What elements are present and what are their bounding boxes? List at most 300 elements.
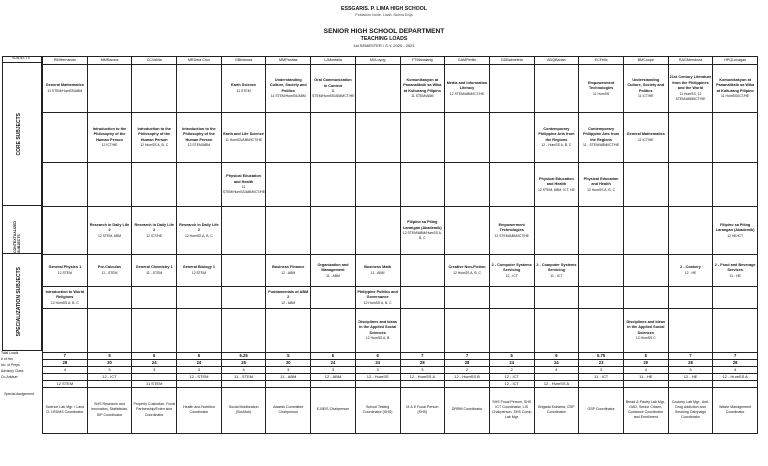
- teacher-name: BMCoope: [623, 57, 668, 65]
- subject-title: Physical Education and Health: [583, 176, 619, 187]
- advisory-value: 11 - HE: [623, 373, 668, 380]
- load-cell: [668, 65, 713, 113]
- teacher-name: RMHernando: [43, 57, 88, 65]
- total-loads-value: 7: [43, 353, 88, 360]
- load-cell: [266, 65, 311, 113]
- subject-title: Research in Daily Life 2: [179, 222, 219, 233]
- subjects-header: SUBJECTS: [12, 56, 30, 60]
- subject-sections: 11 STEM/HumSS/ABM: [47, 88, 83, 93]
- teacher-name: MVLoyog: [355, 57, 400, 65]
- subject-title: Business Math: [364, 265, 392, 270]
- load-cell: [311, 309, 356, 353]
- subject-sections: 11 HumSS/ABM/ICT/HE: [225, 137, 262, 142]
- load-cell: [221, 113, 266, 163]
- subject-sections: 12 STEM/ABM/ICT/HE: [494, 233, 529, 238]
- label-special-assignment: Special Assignment: [4, 392, 34, 396]
- subject-sections: 11 - HE: [729, 273, 741, 278]
- subject-title: Media and Information Literacy: [446, 80, 488, 91]
- load-cell: [713, 287, 758, 309]
- load-cell: [579, 163, 624, 207]
- load-cell: [579, 255, 624, 287]
- co-adviser-value: [355, 380, 400, 387]
- subject-title: 2 - Cookery: [680, 265, 701, 270]
- teacher-header-row: [43, 57, 758, 65]
- subject-title: Introduction to the Philosophy of the Human Person: [92, 126, 127, 142]
- hours-value: 28: [43, 360, 88, 367]
- preps-value: 3: [132, 367, 177, 374]
- load-cell: [266, 287, 311, 309]
- load-cell: [177, 207, 222, 255]
- subject-sections: 11 - ABM: [326, 273, 340, 278]
- preps-value: 3: [266, 367, 311, 374]
- load-cell: [534, 65, 579, 113]
- spec2-row: [43, 287, 758, 309]
- hours-value: 24: [177, 360, 222, 367]
- advisory-value: [43, 373, 88, 380]
- total-loads-value: 7: [668, 353, 713, 360]
- co-adviser-value: [713, 380, 758, 387]
- subject-sections: 11 STEM/HumSS/ABM: [270, 94, 306, 99]
- load-cell: [579, 309, 624, 353]
- section-divider: [2, 253, 42, 254]
- subject-title: Business Finance: [272, 265, 305, 270]
- teacher-name: CCVelilla: [132, 57, 177, 65]
- advisory-value: 12 - ICT: [87, 373, 132, 380]
- hours-value: 24: [534, 360, 579, 367]
- load-cell: [266, 113, 311, 163]
- load-cell: [132, 255, 177, 287]
- subject-title: Understanding Culture, Society and Politics: [627, 77, 665, 93]
- department-title: SENIOR HIGH SCHOOL DEPARTMENT: [323, 28, 445, 35]
- preps-row: [43, 367, 758, 374]
- load-cell: [43, 163, 88, 207]
- total-loads-value: 6.25: [221, 353, 266, 360]
- hours-value: 24: [355, 360, 400, 367]
- load-cell: [221, 207, 266, 255]
- preps-value: 3: [177, 367, 222, 374]
- teacher-name: MMRamos: [87, 57, 132, 65]
- load-cell: [311, 287, 356, 309]
- hours-value: 28: [400, 360, 445, 367]
- special-assignment-cell: Awards Committee Chairperson: [266, 387, 311, 433]
- applied-section-label: CONTEXTUALIZED SUBJECTS: [13, 221, 21, 253]
- co_adviser-row: [43, 380, 758, 387]
- subject-sections: 12 - HE: [684, 270, 697, 275]
- teacher-name: GAMPerillo: [445, 57, 490, 65]
- subject-title: Research in Daily Life 2: [134, 222, 174, 233]
- load-cell: [87, 287, 132, 309]
- special-assignment-cell: E-BEIS Chairperson: [311, 387, 356, 433]
- subject-sections: 12 - HumSS A, B, C: [541, 143, 572, 148]
- preps-value: 3: [400, 367, 445, 374]
- subject-title: Filipino sa Piling Larangan (Akademik): [403, 220, 442, 230]
- load-cell: [713, 65, 758, 113]
- subject-sections: 12 HumSS C: [635, 336, 656, 341]
- special-assignment-cell: Property Custodian, Focal Partnership/Exten sion Coordinator: [132, 387, 177, 433]
- special-row: [43, 387, 758, 433]
- co-adviser-value: [445, 380, 490, 387]
- load-cell: [489, 207, 534, 255]
- load-cell: [43, 207, 88, 255]
- load-cell: [132, 207, 177, 255]
- label-hours: # of Hrs: [1, 357, 13, 361]
- subject-sections: 12 STEM: [57, 270, 72, 275]
- load-cell: [489, 309, 534, 353]
- co-adviser-value: [579, 380, 624, 387]
- subject-sections: 11 HumSS: [593, 91, 610, 96]
- preps-value: 3: [355, 367, 400, 374]
- load-cell: [579, 65, 624, 113]
- total-loads-value: 6: [355, 353, 400, 360]
- co-adviser-value: [668, 380, 713, 387]
- teacher-name: RAGMendoza: [668, 57, 713, 65]
- subject-title: Empowerment Technologies: [498, 222, 525, 233]
- subject-title: General Mathematics: [626, 132, 665, 137]
- load-cell: [400, 207, 445, 255]
- subject-title: Disciplines and Ideas in the Applied Social Sciences: [358, 319, 397, 335]
- core3-row: [43, 163, 758, 207]
- special-assignment-cell: Waste Management Coordinator: [713, 387, 758, 433]
- load-cell: [489, 287, 534, 309]
- subject-sections: 12 STEM: [191, 270, 206, 275]
- load-cell: [713, 163, 758, 207]
- subject-title: Komunikasyon at Pananaliksik sa Wika at Kulturang Pilipino: [716, 77, 755, 93]
- teacher-name: MMPanitas: [266, 57, 311, 65]
- subject-sections: 11 ICT/HE: [637, 94, 654, 99]
- subject-title: Earth and Life Science: [223, 132, 264, 137]
- co-adviser-value: 11 STEM: [132, 380, 177, 387]
- subject-title: General Mathematics: [45, 83, 84, 88]
- load-cell: [266, 163, 311, 207]
- load-cell: [668, 207, 713, 255]
- load-cell: [445, 65, 490, 113]
- preps-value: 4: [623, 367, 668, 374]
- subject-sections: 12 - ABM: [281, 270, 296, 275]
- special-assignment-cell: Science Lab Mgr. / Land O. LRDMS Coordinator: [43, 387, 88, 433]
- load-cell: [489, 65, 534, 113]
- special-assignment-cell: SHS Research and Innovation, Statistician, SIP Coordinator: [87, 387, 132, 433]
- subject-title: Contemporary Philippine Arts from the Regions: [538, 126, 575, 142]
- load-cell: [177, 255, 222, 287]
- subject-sections: 11 - STEM: [146, 270, 163, 275]
- load-cell: [311, 255, 356, 287]
- load-cell: [355, 309, 400, 353]
- preps-value: 2: [489, 367, 534, 374]
- load-cell: [668, 255, 713, 287]
- subject-title: Komunikasyon at Pananaliksik sa Wika at Kulturang Pilipino: [403, 77, 442, 93]
- load-cell: [177, 163, 222, 207]
- special-assignment-cell: DRRM Coordinator: [445, 387, 490, 433]
- total-loads-value: 6: [177, 353, 222, 360]
- subject-sections: 12 HumSS A, B: [365, 336, 390, 341]
- advisory-value: 12 - HumSS A: [400, 373, 445, 380]
- semester-label: 1st SEMESTER / S.Y. 2020 - 2021: [353, 43, 415, 48]
- co-adviser-value: [177, 380, 222, 387]
- section-label-column: [2, 63, 42, 351]
- load-cell: [623, 163, 668, 207]
- spec3-row: [43, 309, 758, 353]
- teacher-name: HPQLucagan: [713, 57, 758, 65]
- subject-sections: 11 - ICT: [550, 273, 563, 278]
- load-cell: [445, 113, 490, 163]
- load-cell: [668, 113, 713, 163]
- total-loads-value: 6: [534, 353, 579, 360]
- load-cell: [221, 163, 266, 207]
- spec1-row: [43, 255, 758, 287]
- load-cell: [177, 287, 222, 309]
- subject-title: Physical Education and Health: [538, 176, 574, 187]
- subject-sections: 12 HumSS A, B, C: [363, 300, 392, 305]
- preps-value: 3: [668, 367, 713, 374]
- load-cell: [534, 207, 579, 255]
- co-adviser-value: 12 - HumSS A: [534, 380, 579, 387]
- preps-value: 4: [221, 367, 266, 374]
- hours-value: 28: [445, 360, 490, 367]
- total-loads-value: 7: [445, 353, 490, 360]
- load-cell: [311, 65, 356, 113]
- subject-title: 2 - Computer Systems Servicing: [536, 262, 577, 273]
- special-assignment-cell: Cookery Lab Mgr., Anti-Drug Addiction and Smoking Campaign Coordinator: [668, 387, 713, 433]
- load-cell: [445, 309, 490, 353]
- load-cell: [87, 163, 132, 207]
- applied-row: [43, 207, 758, 255]
- load-cell: [355, 287, 400, 309]
- total-loads-value: 7: [400, 353, 445, 360]
- load-cell: [623, 309, 668, 353]
- load-cell: [713, 113, 758, 163]
- load-cell: [177, 309, 222, 353]
- load-cell: [534, 309, 579, 353]
- subject-sections: 11 ICT/HE: [637, 137, 654, 142]
- subject-sections: 12 HumSS A, B, C: [453, 270, 481, 275]
- subject-title: Creative Non-Fiction: [448, 265, 486, 270]
- load-cell: [713, 255, 758, 287]
- advisory-value: 12 - ABM: [311, 373, 356, 380]
- subject-sections: 12 HumSS A, B, C: [184, 233, 213, 238]
- subject-sections: 12 - ICT: [505, 273, 518, 278]
- load-cell: [534, 255, 579, 287]
- subject-sections: 12 HE/ICT: [727, 233, 744, 238]
- teacher-name: GDBalmeleta: [489, 57, 534, 65]
- subject-sections: 12 STEM/ABM: [187, 143, 211, 148]
- load-cell: [668, 163, 713, 207]
- subject-sections: 11 STEM/ABM: [411, 94, 434, 99]
- subject-sections: 11 - ABM: [370, 270, 385, 275]
- subject-title: Understanding Culture, Society and Politics: [269, 77, 307, 93]
- advisory-value: 12 - STEM: [177, 373, 222, 380]
- hours-value: 24: [311, 360, 356, 367]
- co-adviser-value: [623, 380, 668, 387]
- load-cell: [43, 65, 88, 113]
- hours-value: 24: [132, 360, 177, 367]
- subject-sections: 12 - ABM: [281, 300, 296, 305]
- preps-value: 3: [579, 367, 624, 374]
- teacher-name: GBIlobosa: [221, 57, 266, 65]
- load-cell: [355, 207, 400, 255]
- preps-value: 4: [534, 367, 579, 374]
- subject-title: General Chemistry 1: [135, 265, 173, 270]
- total-loads-value: 6: [132, 353, 177, 360]
- load-cell: [668, 309, 713, 353]
- subject-sections: 11 - STEM/ABM/ICT/HE: [582, 143, 620, 148]
- preps-value: 4: [43, 367, 88, 374]
- special-assignment-cell: School Testing Coordinator (SHS): [355, 387, 400, 433]
- subjects-header-box: [2, 56, 42, 63]
- advisory-value: 11 - ABM: [266, 373, 311, 380]
- subject-title: Introduction to the Philosophy of the Human Person: [137, 126, 171, 142]
- core2-row: [43, 113, 758, 163]
- hours-value: 25: [221, 360, 266, 367]
- subject-title: General Biology 1: [182, 265, 216, 270]
- load-cell: [311, 163, 356, 207]
- subject-sections: 12 ICT/HE: [146, 233, 163, 238]
- special-assignment-cell: Brigada Eskwela, GSP Coordinator: [534, 387, 579, 433]
- subject-title: Organization and Management: [317, 262, 349, 273]
- subject-title: General Physics 1: [48, 265, 82, 270]
- hours-value: 20: [87, 360, 132, 367]
- subject-title: Fundamentals of ABM 2: [268, 289, 309, 300]
- hours-value: 28: [668, 360, 713, 367]
- subject-sections: 11 STEM/HumSS/ABM/ICT/HE: [312, 89, 355, 98]
- load-cell: [445, 287, 490, 309]
- preps-value: 4: [713, 367, 758, 374]
- load-cell: [579, 287, 624, 309]
- subject-title: Philippine Politics and Governance: [357, 289, 398, 300]
- load-cell: [221, 287, 266, 309]
- load-cell: [132, 113, 177, 163]
- hours-value: 20: [266, 360, 311, 367]
- co-adviser-value: [266, 380, 311, 387]
- load-cell: [311, 113, 356, 163]
- load-cell: [266, 255, 311, 287]
- co-adviser-value: [87, 380, 132, 387]
- subject-title: Disciplines and Ideas in the Applied Social Sciences: [626, 319, 666, 335]
- co-adviser-value: [311, 380, 356, 387]
- load-cell: [87, 113, 132, 163]
- advisory-value: 12 - HumSS B: [445, 373, 490, 380]
- load-cell: [221, 255, 266, 287]
- subject-sections: 12 HumSS A, B, C: [587, 187, 616, 192]
- load-cell: [400, 163, 445, 207]
- subject-title: Contemporary Philippine Arts from the Regions: [583, 126, 620, 142]
- subject-title: Pre-Calculus: [97, 265, 122, 270]
- load-cell: [43, 113, 88, 163]
- total-loads-value: 6: [311, 353, 356, 360]
- advisory-value: 11 - STEM: [221, 373, 266, 380]
- load-cell: [355, 163, 400, 207]
- teaching-loads-table: [42, 56, 758, 434]
- school-address: Poblacion Norte, Licab, Nueva Ecija: [355, 13, 413, 17]
- load-cell: [400, 113, 445, 163]
- special-assignment-cell: GSP Coordinator: [579, 387, 624, 433]
- hours-value: 23: [579, 360, 624, 367]
- label-total-loads: Total Loads: [1, 351, 19, 355]
- spec-section-label: SPECIALIZATION SUBJECTS: [16, 267, 22, 337]
- hours-value: 28: [713, 360, 758, 367]
- subject-sections: 11 STEM: [236, 88, 251, 93]
- section-divider: [2, 205, 42, 206]
- load-cell: [311, 207, 356, 255]
- hours-row: [43, 360, 758, 367]
- load-cell: [713, 207, 758, 255]
- subject-sections: 12 STEM, ABM, ICT, HE: [538, 187, 575, 192]
- subject-title: 2 - Food and Beverage Services: [714, 262, 756, 273]
- preps-value: 2: [445, 367, 490, 374]
- special-assignment-cell: Bread & Pastry Lab Mgr., GAD, Senior Citizen, Guidance Coordinator and Enrollment: [623, 387, 668, 433]
- subject-title: Oral Communication in Context: [314, 78, 352, 88]
- load-cell: [534, 163, 579, 207]
- load-cell: [355, 113, 400, 163]
- load-cell: [623, 207, 668, 255]
- advisory-row: [43, 373, 758, 380]
- load-cell: [400, 287, 445, 309]
- load-cell: [355, 65, 400, 113]
- co-adviser-value: 12 - ICT: [489, 380, 534, 387]
- school-name: ESSGARIS. P. LIMA HIGH SCHOOL: [341, 6, 427, 12]
- subject-sections: 12 HumSS A, B, C: [50, 300, 79, 305]
- subject-title: Filipino sa Piling Larangan (Akademik): [715, 222, 755, 233]
- label-preps: No. of Preps: [1, 363, 20, 367]
- load-cell: [623, 255, 668, 287]
- load-cell: [445, 255, 490, 287]
- teacher-name: LJMontalla: [311, 57, 356, 65]
- preps-value: 3: [311, 367, 356, 374]
- core-section-label: CORE SUBJECTS: [16, 112, 22, 156]
- load-cell: [43, 309, 88, 353]
- load-cell: [489, 255, 534, 287]
- load-cell: [400, 65, 445, 113]
- special-assignment-cell: Health and Nutrition Coordinator: [177, 387, 222, 433]
- load-cell: [177, 113, 222, 163]
- special-assignment-cell: Social Mobilization (SocMob): [221, 387, 266, 433]
- subject-sections: 11 HumSS/ICT/HE: [721, 94, 750, 99]
- advisory-value: 12 - HumSS A: [713, 373, 758, 380]
- load-cell: [489, 113, 534, 163]
- document-title: TEACHING LOADS: [360, 36, 408, 42]
- teacher-name: ADQBarlan: [534, 57, 579, 65]
- load-cell: [132, 65, 177, 113]
- load-cell: [87, 207, 132, 255]
- load-cell: [579, 113, 624, 163]
- subject-title: Empowerment Technologies: [588, 80, 615, 91]
- load-cell: [132, 309, 177, 353]
- total-loads-value: 6: [489, 353, 534, 360]
- subject-title: 2 - Computer Systems Servicing: [491, 262, 532, 273]
- subject-sections: 12 STEM, ABM: [97, 233, 122, 238]
- hours-value: 24: [489, 360, 534, 367]
- total_loads-row: [43, 353, 758, 360]
- advisory-value: 12 - HumSS: [355, 373, 400, 380]
- load-cell: [43, 255, 88, 287]
- load-cell: [489, 163, 534, 207]
- load-cell: [87, 65, 132, 113]
- total-loads-value: 5: [266, 353, 311, 360]
- subject-title: 21st Century Literature from the Philippines and the World: [669, 75, 712, 91]
- load-cell: [579, 207, 624, 255]
- load-cell: [623, 113, 668, 163]
- load-cell: [623, 287, 668, 309]
- subject-sections: 11 HumSS, 12 STEM/ABM/ICT/HE: [675, 91, 706, 101]
- subject-sections: 12 HumSS A, B, C: [140, 143, 169, 148]
- label-advisory: Advisory Class: [1, 369, 24, 373]
- advisory-value: 12 - HE: [668, 373, 713, 380]
- subject-title: Research in Daily Life 2: [89, 222, 130, 233]
- load-cell: [132, 163, 177, 207]
- teacher-name: MRDela Cruz: [177, 57, 222, 65]
- co-adviser-value: [221, 380, 266, 387]
- teacher-name: FTManalang: [400, 57, 445, 65]
- advisory-value: [132, 373, 177, 380]
